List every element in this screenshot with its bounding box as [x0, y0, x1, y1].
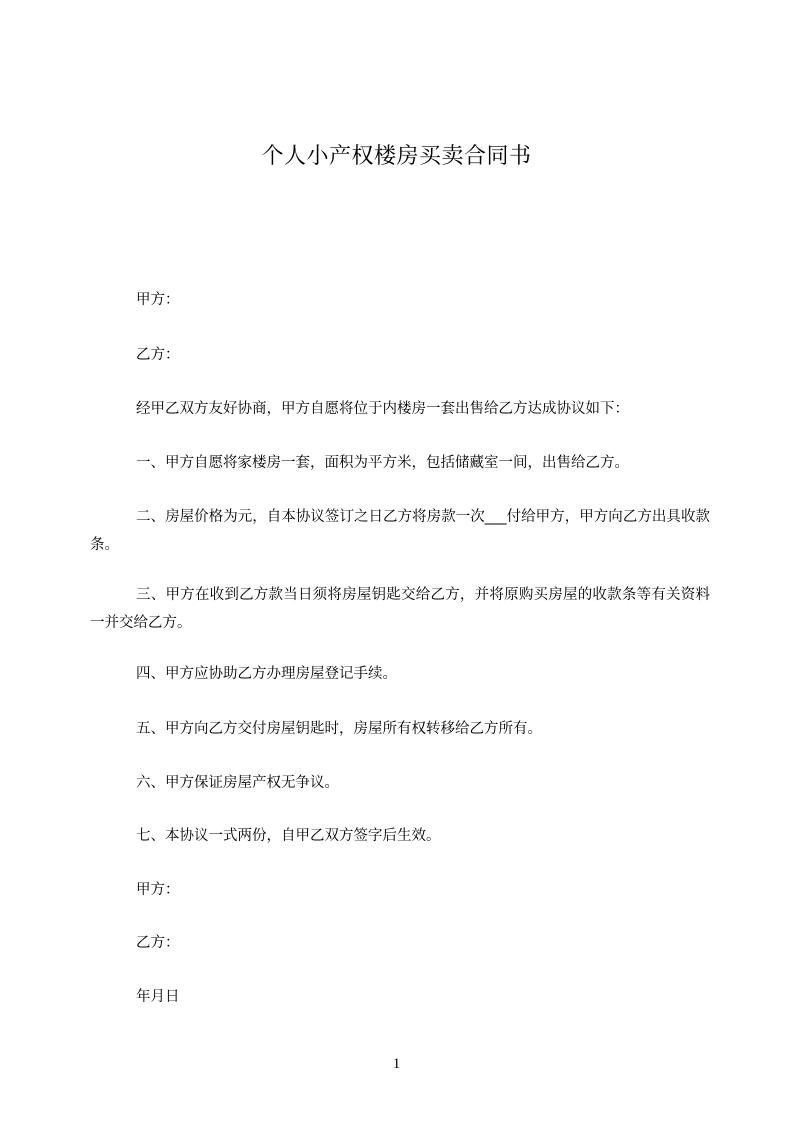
- document-title: 个人小产权楼房买卖合同书: [261, 144, 532, 169]
- clause-7: 七、本协议一式两份，自甲乙双方签字后生效。: [136, 828, 441, 844]
- party-b-label: 乙方：: [136, 347, 180, 363]
- clause-6: 六、甲方保证房屋产权无争议。: [136, 775, 339, 791]
- clause-3: 三、甲方在收到乙方款当日须将房屋钥匙交给乙方，并将原购买房屋的收款条等有关资料一并交给乙方。: [90, 587, 710, 631]
- signature-date: 年月日: [136, 989, 180, 1005]
- signature-party-b: 乙方：: [136, 935, 180, 951]
- clause-4: 四、甲方应协助乙方办理房屋登记手续。: [136, 666, 397, 682]
- party-a-label: 甲方：: [136, 292, 180, 308]
- clause-2: 二、房屋价格为元，自本协议签订之日乙方将房款一次___付给甲方，甲方向乙方出具收款条。: [90, 509, 710, 553]
- clause-5: 五、甲方向乙方交付房屋钥匙时，房屋所有权转移给乙方所有。: [136, 721, 542, 737]
- signature-party-a: 甲方：: [136, 882, 180, 898]
- clause-1: 一、甲方自愿将家楼房一套，面积为平方米，包括储藏室一间，出售给乙方。: [136, 455, 629, 471]
- page-number: 1: [392, 1056, 401, 1072]
- agreement-intro: 经甲乙双方友好协商，甲方自愿将位于内楼房一套出售给乙方达成协议如下：: [136, 401, 629, 417]
